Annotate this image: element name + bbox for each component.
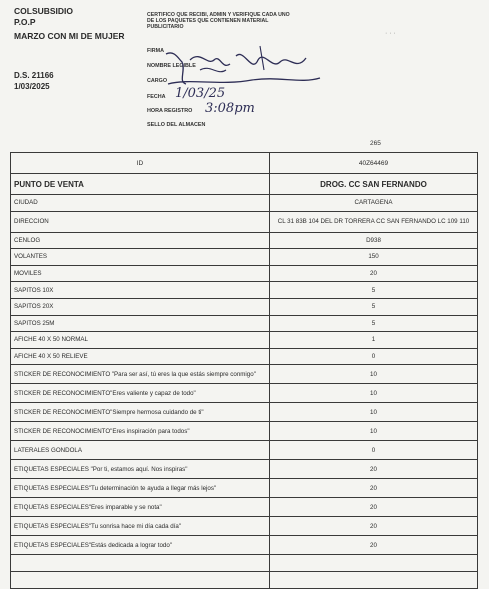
- row-value: [270, 571, 478, 588]
- table-row: [11, 265, 478, 282]
- table-row: [11, 332, 478, 349]
- row-label: CENLOG: [11, 232, 270, 249]
- ds-number: D.S. 21166: [14, 71, 54, 80]
- row-value: 20: [270, 536, 478, 555]
- row-label: AFICHE 40 X 50 RELIEVE: [11, 348, 270, 365]
- row-value: CL 31 83B 104 DEL DR TORRERA CC SAN FERNANDO LC 109 110: [270, 211, 478, 232]
- row-value: 150: [270, 249, 478, 266]
- table-row: [11, 536, 478, 555]
- table-row: [11, 441, 478, 460]
- stamp-mark: · · ·: [385, 30, 396, 37]
- row-label: ETIQUETAS ESPECIALES"Tu sonrisa hace mi día cada día": [11, 517, 270, 536]
- sello-label: SELLO DEL ALMACEN: [147, 122, 206, 128]
- fecha-label: FECHA: [147, 94, 166, 100]
- row-value: 10: [270, 422, 478, 441]
- doc-date: 1/03/2025: [14, 82, 50, 91]
- punto-venta-value: DROG. CC SAN FERNANDO: [270, 174, 478, 195]
- row-label: DIRECCION: [11, 211, 270, 232]
- row-label: STICKER DE RECONOCIMIENTO "Para ser así, tú eres la que estás siempre conmigo": [11, 365, 270, 384]
- ds-block: [14, 70, 54, 92]
- row-label: ETIQUETAS ESPECIALES "Por ti, estamos aquí. Nos inspiras": [11, 460, 270, 479]
- row-label: MOVILES: [11, 265, 270, 282]
- company-name: COLSUBSIDIO: [14, 6, 74, 16]
- row-value: 5: [270, 298, 478, 315]
- id-label: ID: [11, 153, 270, 174]
- row-label: [11, 571, 270, 588]
- table-row: [11, 365, 478, 384]
- row-value: 5: [270, 315, 478, 332]
- punto-venta-row: [11, 174, 478, 195]
- id-value: 40Z64469: [270, 153, 478, 174]
- certificate-text: CERTIFICO QUE RECIBI, ADMIN Y VERIFIQUE CADA UNO DE LOS PAQUETES QUE CONTIENEN MATERIAL PUBLICITARIO: [147, 12, 290, 31]
- row-value: [270, 555, 478, 572]
- hora-handwritten: 3:08pm: [205, 101, 255, 116]
- page-code: 265: [370, 140, 381, 147]
- nombre-label: NOMBRE LEGIBLE: [147, 63, 196, 69]
- table-row: [11, 384, 478, 403]
- row-label: LATERALES GONDOLA: [11, 441, 270, 460]
- row-label: SAPITOS 20X: [11, 298, 270, 315]
- table-row: [11, 348, 478, 365]
- campaign-name: MARZO CON MI DE MUJER: [14, 31, 125, 41]
- row-label: CIUDAD: [11, 195, 270, 212]
- firma-label: FIRMA: [147, 48, 165, 54]
- row-label: ETIQUETAS ESPECIALES"Eres imparable y se nota": [11, 498, 270, 517]
- row-value: D938: [270, 232, 478, 249]
- row-value: CARTAGENA: [270, 195, 478, 212]
- row-value: 10: [270, 384, 478, 403]
- unit-name: P.O.P: [14, 17, 36, 27]
- table-row: [11, 249, 478, 266]
- fecha-handwritten: 1/03/25: [175, 86, 226, 101]
- table-row: [11, 195, 478, 212]
- table-row: [11, 479, 478, 498]
- table-row: [11, 571, 478, 588]
- row-label: [11, 555, 270, 572]
- row-value: 20: [270, 517, 478, 536]
- row-label: STICKER DE RECONOCIMIENTO"Eres valiente y capaz de todo": [11, 384, 270, 403]
- table-row: [11, 211, 478, 232]
- row-label: ETIQUETAS ESPECIALES"Estás dedicada a lograr todo": [11, 536, 270, 555]
- table-row: [11, 403, 478, 422]
- row-value: 10: [270, 403, 478, 422]
- row-value: 20: [270, 498, 478, 517]
- row-value: 20: [270, 460, 478, 479]
- table-row: [11, 315, 478, 332]
- row-label: SAPITOS 25M: [11, 315, 270, 332]
- row-value: 5: [270, 282, 478, 299]
- row-label: STICKER DE RECONOCIMIENTO"Siempre hermosa cuidando de ti": [11, 403, 270, 422]
- row-label: SAPITOS 10X: [11, 282, 270, 299]
- row-value: 0: [270, 348, 478, 365]
- table-row: [11, 232, 478, 249]
- table-row: [11, 555, 478, 572]
- row-value: 1: [270, 332, 478, 349]
- table-row: [11, 498, 478, 517]
- handwritten-signature: [160, 40, 335, 95]
- table-row: [11, 422, 478, 441]
- row-label: STICKER DE RECONOCIMIENTO"Eres inspiración para todos": [11, 422, 270, 441]
- table-row: [11, 517, 478, 536]
- id-row: [11, 153, 478, 174]
- header-left: [14, 6, 125, 42]
- table-row: [11, 282, 478, 299]
- row-value: 0: [270, 441, 478, 460]
- table-row: [11, 460, 478, 479]
- punto-venta-label: PUNTO DE VENTA: [11, 174, 270, 195]
- row-value: 10: [270, 365, 478, 384]
- row-label: ETIQUETAS ESPECIALES"Tu determinación te ayuda a llegar más lejos": [11, 479, 270, 498]
- row-value: 20: [270, 265, 478, 282]
- cargo-label: CARGO: [147, 78, 168, 84]
- row-value: 20: [270, 479, 478, 498]
- delivery-table: [10, 152, 478, 589]
- table-row: [11, 298, 478, 315]
- row-label: VOLANTES: [11, 249, 270, 266]
- hora-label: HORA REGISTRO: [147, 108, 193, 114]
- row-label: AFICHE 40 X 50 NORMAL: [11, 332, 270, 349]
